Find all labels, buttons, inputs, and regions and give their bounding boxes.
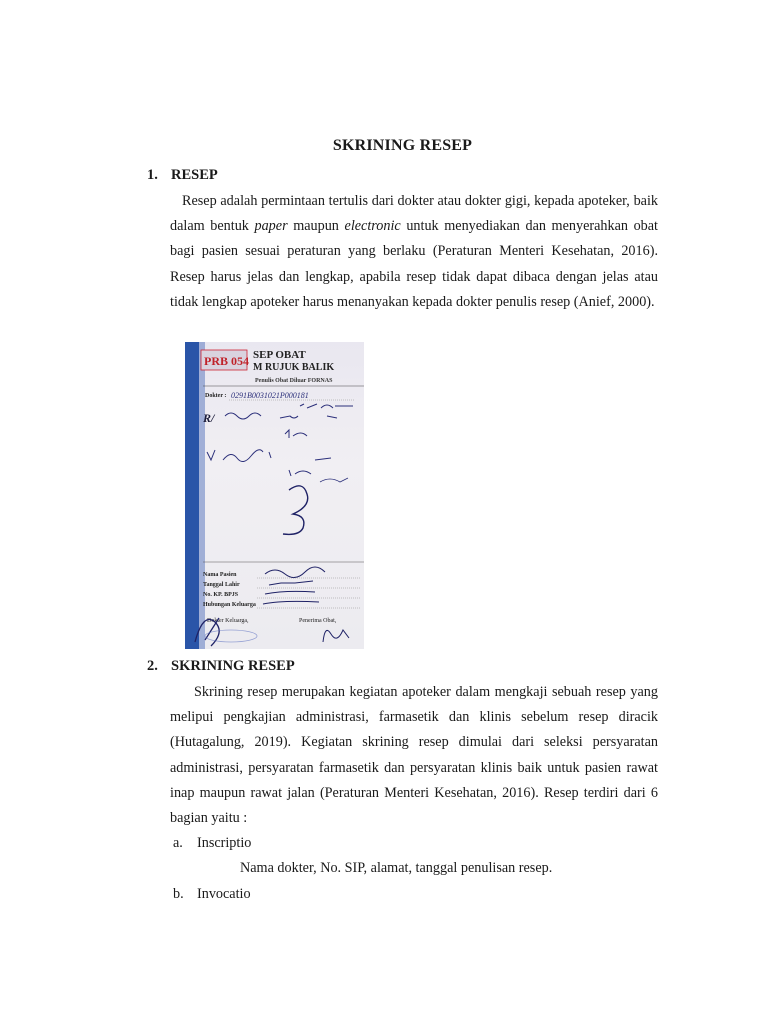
list-item-a-label: a. — [173, 835, 183, 851]
list-item-b-title: Invocatio — [197, 886, 251, 902]
prb-code: PRB 054 — [204, 354, 249, 368]
rx-pasien-label: Nama Pasien — [203, 572, 237, 578]
section-1-em-paper: paper — [254, 218, 288, 235]
handwriting-date — [300, 404, 353, 408]
document-title: SKRINING RESEP — [332, 137, 473, 154]
rx-header-2: M RUJUK BALIK — [253, 362, 335, 373]
handwriting-line-1 — [225, 413, 337, 419]
receiver-signature — [323, 630, 349, 642]
patient-handwriting — [263, 567, 325, 604]
doctor-stamp — [205, 630, 257, 642]
prescription-photo — [185, 342, 364, 649]
section-1-text-b: maupun — [287, 218, 345, 235]
section-2-title: SKRINING RESEP — [171, 658, 295, 674]
rx-dokter-label: Dokter : — [205, 393, 227, 399]
list-item-b-label: b. — [173, 886, 184, 902]
rx-bpjs-label: No. KP. BPJS — [203, 592, 239, 598]
list-item-a-description: Nama dokter, No. SIP, alamat, tanggal penulisan resep. — [240, 860, 553, 876]
list-item-a-title: Inscriptio — [197, 835, 252, 851]
handwriting-signature-squiggle — [283, 486, 308, 535]
section-1-number: 1. — [147, 167, 158, 183]
rx-symbol: R/ — [203, 411, 215, 425]
section-2-text: Skrining resep merupakan kegiatan apoteker dalam mengkaji sebuah resep yang melipui pengkajian administrasi, farmasetik dan klinis sebelum resep diracik (Hutagalung, 2019). Kegiatan skrining resep dimulai dari seleksi persyaratan administrasi, persyaratan farmasetik dan persyaratan klinis baik untuk pasien rawat inap maupun rawat jalan (Peraturan Menteri Kesehatan, 2016). Resep terdiri dari 6 bagian yaitu : — [170, 684, 658, 827]
rx-hub-label: Hubungan Keluarga — [203, 602, 256, 608]
rx-penerima-label: Penerima Obat, — [299, 618, 337, 624]
rx-dokter-value: 0291B0031021P000181 — [231, 391, 309, 400]
photo-blue-edge — [185, 342, 199, 649]
rx-header-3: Penulis Obat Diluar FORNAS — [255, 378, 333, 384]
handwriting-line-5 — [320, 478, 348, 482]
list-item-b — [173, 886, 251, 903]
rx-lahir-label: Tanggal Lahir — [203, 582, 240, 588]
section-2-paragraph — [170, 680, 658, 831]
section-2-number: 2. — [147, 658, 158, 674]
section-1-em-electronic: electronic — [344, 218, 401, 235]
list-item-a — [173, 835, 251, 852]
rx-header-1: SEP OBAT — [253, 349, 306, 361]
section-1-heading — [147, 167, 218, 184]
section-2-heading — [147, 658, 295, 675]
section-1-text-a: Resep adalah permintaan tertulis dari dokter atau dokter gigi, kepada apoteker, baik dalam bentuk — [170, 193, 658, 235]
handwriting-line-3 — [207, 450, 271, 462]
section-1-paragraph — [170, 189, 658, 315]
prescription-drawing — [185, 342, 364, 649]
rx-dokter-keluarga-label: Dokter Keluarga, — [207, 618, 249, 624]
handwriting-line-2 — [285, 430, 307, 438]
section-1-text-c: untuk menyediakan dan menyerahkan obat bagi pasien sesuai peraturan yang berlaku (Peraturan Menteri Kesehatan, 2016). Resep harus jelas dan lengkap, apabila resep tidak dapat dibaca dengan jelas atau tidak lengkap apoteker harus menanyakan kepada dokter penulis resep (Anief, 2000). — [170, 218, 659, 310]
section-1-title: RESEP — [171, 167, 218, 183]
handwriting-line-4 — [289, 458, 331, 476]
